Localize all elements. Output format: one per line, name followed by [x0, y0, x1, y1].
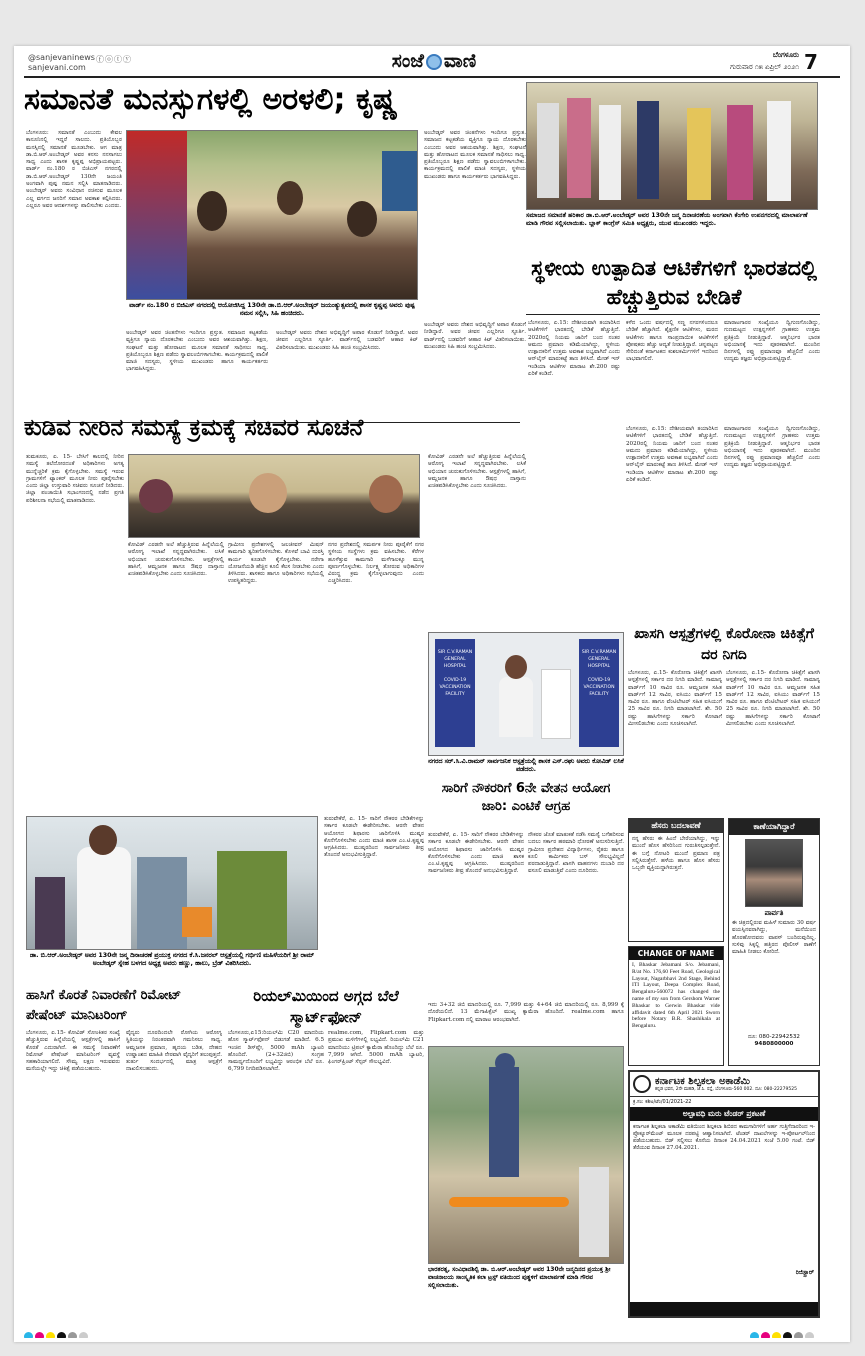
statue-photo — [428, 1046, 624, 1264]
missing-mobile: 9480800000 — [754, 1041, 794, 1047]
s5-headline: ಹಾಸಿಗೆ ಕೊರತೆ ನಿವಾರಣೆಗೆ ರಿಮೋಟ್ ಪೇಷೆಂಟ್ ಮಾನಿಟರಿಂಗ್ — [26, 988, 182, 1023]
s6-headline: ರಿಯಲ್‌ಮಿಯಿಂದ ಅಗ್ಗದ ಬೆಲೆ ಸ್ಮಾರ್ಟ್‌ಫೋನ್ — [253, 987, 399, 1026]
s6-body-c: ಇದು 3+32 ಜಿಬಿ ಮಾದರಿಯಲ್ಲಿ ರೂ. 7,999 ಮತ್ತು 4+64 ಜಿಬಿ ಮಾದರಿಯಲ್ಲಿ ರೂ. 8,999 ಕ್ಕೆ ದೊರೆಯಲಿದೆ. 13 ಮೆಗಾಪಿಕ್ಸೆಲ್ ಮುಖ್ಯ ಕ್ಯಾಮೆರಾ ಹೊಂದಿದೆ. realme.com ಹಾಗೂ Flipkart.com ನಲ್ಲಿ ಮಾರಾಟ ಆರಂಭವಾಗಿದೆ. — [428, 1002, 624, 1023]
ad-ref: ಕ್ರ.ಸಂ: ಕಶಿಅ/ಟೆಂ/01/2021-22 — [633, 1099, 692, 1105]
newspaper-page — [14, 46, 850, 1342]
s3-body-b: ಕೋವಿಡ್ ಎರಡನೇ ಅಲೆ ಹೆಚ್ಚುತ್ತಿರುವ ಹಿನ್ನೆಲೆಯಲ್ಲಿ ಆರೋಗ್ಯ ಇಲಾಖೆ ಸನ್ನದ್ಧವಾಗಿರಬೇಕು. ಲಸಿಕೆ ಅಭಿಯಾನ ಚುರುಕುಗೊಳಿಸಬೇಕು. ಆಸ್ಪತ್ರೆಗಳಲ್ಲಿ ಹಾಸಿಗೆ, ಆಮ್ಲಜನಕ ಹಾಗೂ ಔಷಧ ದಾಸ್ತಾನು ಖಚಿತಪಡಿಸಿಕೊಳ್ಳಬೇಕು ಎಂದು ಸೂಚಿಸಿದರು. — [128, 542, 224, 578]
s3-body-a: ತುಮಕೂರು, ಏ. 15- ಬೇಸಿಗೆ ಕಾಲದಲ್ಲಿ ನೀರಿನ ಸಮಸ್ಯೆ ತಲೆದೋರದಂತೆ ಅಧಿಕಾರಿಗಳು ಅಗತ್ಯ ಮುನ್ನೆಚ್ಚರಿಕೆ ಕ್ರಮ ಕೈಗೊಳ್ಳಬೇಕು. ಸಮಸ್ಯೆ ಇರುವ ಗ್ರಾಮಗಳಿಗೆ ಟ್ಯಾಂಕರ್ ಮೂಲಕ ನೀರು ಪೂರೈಸಬೇಕು ಎಂದು ಜಿಲ್ಲಾ ಉಸ್ತುವಾರಿ ಸಚಿವರು ಸೂಚನೆ ನೀಡಿದರು. ಜಿಲ್ಲಾ ಪಂಚಾಯಿತಿ ಸಭಾಂಗಣದಲ್ಲಿ ನಡೆದ ಪ್ರಗತಿ ಪರಿಶೀಲನಾ ಸಭೆಯಲ್ಲಿ ಮಾತನಾಡಿದರು. — [26, 454, 124, 504]
notice-body: ನನ್ನ ಹೆಸರು ಈ ಹಿಂದೆ ಬೇರೆಯಾಗಿದ್ದು, ಇನ್ನು ಮುಂದೆ ಹೊಸ ಹೆಸರಿನಿಂದ ಗುರುತಿಸಲ್ಪಡುತ್ತೇನೆ. ಈ ಬಗ್ಗೆ ನೋಟರಿ ಮುಂದೆ ಪ್ರಮಾಣ ಪತ್ರ ಸಲ್ಲಿಸಿರುತ್ತೇನೆ. ಹಳೆಯ ಹಾಗೂ ಹೊಸ ಹೆಸರು ಒಬ್ಬರೇ ವ್ಯಕ್ತಿಯದ್ದಾಗಿರುತ್ತದೆ. — [632, 836, 720, 872]
s5-body-a: ಬೆಂಗಳೂರು, ಏ.15- ಕೋವಿಡ್ ಸೋಂಕಿತರ ಸಂಖ್ಯೆ ಹೆಚ್ಚುತ್ತಿರುವ ಹಿನ್ನೆಲೆಯಲ್ಲಿ ಆಸ್ಪತ್ರೆಗಳಲ್ಲಿ ಹಾಸಿಗೆ ಕೊರತೆ ಎದುರಾಗಿದೆ. ಈ ಸಮಸ್ಯೆ ನಿವಾರಣೆಗೆ ರಿಮೋಟ್ ಪೇಷೆಂಟ್ ಮಾನಿಟರಿಂಗ್ ವ್ಯವಸ್ಥೆ ಸಹಕಾರಿಯಾಗಲಿದೆ. ಸೌಮ್ಯ ಲಕ್ಷಣ ಇರುವವರು ಮನೆಯಲ್ಲೇ ಇದ್ದು ಚಿಕಿತ್ಸೆ ಪಡೆಯಬಹುದು. — [26, 1030, 120, 1073]
s2-body-b: ಕಳೆದ ಒಂದು ವರ್ಷದಲ್ಲಿ ಸಣ್ಣ ನಗರಗಳಿಂದಲೂ ಬೇಡಿಕೆ ಹೆಚ್ಚಾಗಿದೆ. ಶೈಕ್ಷಣಿಕ ಆಟಿಕೆಗಳು, ಮರದ ಆಟಿಕೆಗಳು ಹಾಗೂ ಸಾಂಪ್ರದಾಯಿಕ ಆಟಿಕೆಗಳಿಗೆ ಪೋಷಕರು ಹೆಚ್ಚು ಆದ್ಯತೆ ನೀಡುತ್ತಿದ್ದಾರೆ. ಚನ್ನಪಟ್ಟಣ ಸೇರಿದಂತೆ ಕರ್ನಾಟಕದ ಕುಶಲಕರ್ಮಿಗಳಿಗೆ ಇದರಿಂದ ಲಾಭವಾಗಲಿದೆ. — [626, 320, 718, 363]
masthead-title — [364, 48, 504, 74]
vaccine-sign-left-sub: COVID-19 VACCINATION FACILITY — [439, 678, 471, 697]
top-right-photo — [526, 82, 818, 210]
masthead-city: ಬೆಂಗಳೂರು — [772, 51, 799, 59]
missing-box — [728, 818, 820, 1066]
missing-title: ಕಾಣೆಯಾಗಿದ್ದಾರೆ — [729, 819, 819, 835]
notice-box — [628, 818, 724, 942]
ad-header — [630, 1072, 818, 1097]
ad-org: ಕರ್ನಾಟಕ ಶಿಲ್ಪಕಲಾ ಅಕಾಡೆಮಿ — [655, 1075, 750, 1087]
s6-body-a: ಬೆಂಗಳೂರು,ಏ15:ರಿಯಲ್‌ಮಿ C20 ಮಾದರಿಯ ಹೊಸ ಸ್ಮಾರ್ಟ್‌ಫೋನ್ ಬಿಡುಗಡೆ ಮಾಡಿದೆ. 6.5 ಇಂಚಿನ ಡಿಸ್‌ಪ್ಲೇ, 5000 mAh ಬ್ಯಾಟರಿ ಹೊಂದಿದೆ. (2+32ಜಿಬಿ) ಸಂಗ್ರಹ ಸಾಮರ್ಥ್ಯದೊಂದಿಗೆ ಲಭ್ಯವಿದ್ದು ಆರಂಭಿಕ ಬೆಲೆ ರೂ. 6,799 ನಿಗದಿಪಡಿಸಲಾಗಿದೆ. — [228, 1030, 324, 1073]
top-right-caption: ಸಮಾಜದ ಸಮಾನತೆ ಹರಿಕಾರ ಡಾ.ಬಿ.ಆರ್.ಅಂಬೇಡ್ಕರ್ ಅವರ 130ನೇ ಜನ್ಮ ದಿನಾಚರಣೆಯ ಅಂಗವಾಗಿ ಕೆಂಗೇರಿ ಉಪನಗರದಲ್ಲಿ ಮಾಲಾರ್ಪಣೆ ಮಾಡಿ ಗೌರವ ಸಲ್ಲಿಸಲಾಯಿತು. ಬ್ಲಾಕ್ ಕಾಂಗ್ರೆಸ್ ಸಮಿತಿ ಅಧ್ಯಕ್ಷರು, ಯುವ ಮುಖಂಡರು ಇದ್ದರು. — [526, 212, 808, 227]
change-name-box — [628, 946, 724, 1066]
ad-box — [628, 1070, 820, 1318]
s1-body-a: ಬೆಂಗಳೂರು: ಸಮಾನತೆ ಎಂಬುದು ಕೇವಲ ಕಾನೂನಿನಲ್ಲಿ ಇದ್ದರೆ ಸಾಲದು. ಪ್ರತಿಯೊಬ್ಬರ ಮನಸ್ಸಿನಲ್ಲಿ ಸಮಾನತೆ ಮೂಡಬೇಕು. ಆಗ ಮಾತ್ರ ಡಾ.ಬಿ.ಆರ್.ಅಂಬೇಡ್ಕರ್ ಅವರ ಕನಸು ನನಸಾಗಲು ಸಾಧ್ಯ ಎಂದು ಶಾಸಕ ಕೃಷ್ಣಪ್ಪ ಅಭಿಪ್ರಾಯಪಟ್ಟರು. ವಾರ್ಡ್ ನಂ.180 ರ ಬಿಜಿಎಸ್ ನಗರದಲ್ಲಿ ಡಾ.ಬಿ.ಆರ್.ಅಂಬೇಡ್ಕರ್ 130ನೇ ಜಯಂತಿ ಅಂಗವಾಗಿ ಪುಷ್ಪ ನಮನ ಸಲ್ಲಿಸಿ ಮಾತನಾಡಿದರು. ಅಂಬೇಡ್ಕರ್ ಅವರು ಸಂವಿಧಾನ ರಚಿಸುವ ಮೂಲಕ ಎಲ್ಲ ವರ್ಗದ ಜನರಿಗೆ ಸಮಾನ ಅವಕಾಶ ಕಲ್ಪಿಸಿದರು. ಎಲ್ಲರೂ ಅವರ ಆದರ್ಶಗಳನ್ನು ಪಾಲಿಸಬೇಕು ಎಂದರು. — [26, 130, 122, 209]
s3-body-e: ಕೋವಿಡ್ ಎರಡನೇ ಅಲೆ ಹೆಚ್ಚುತ್ತಿರುವ ಹಿನ್ನೆಲೆಯಲ್ಲಿ ಆರೋಗ್ಯ ಇಲಾಖೆ ಸನ್ನದ್ಧವಾಗಿರಬೇಕು. ಲಸಿಕೆ ಅಭಿಯಾನ ಚುರುಕುಗೊಳಿಸಬೇಕು. ಆಸ್ಪತ್ರೆಗಳಲ್ಲಿ ಹಾಸಿಗೆ, ಆಮ್ಲಜನಕ ಹಾಗೂ ಔಷಧ ದಾಸ್ತಾನು ಖಚಿತಪಡಿಸಿಕೊಳ್ಳಬೇಕು ಎಂದು ಸೂಚಿಸಿದರು. — [428, 454, 526, 490]
beds-headline: ಖಾಸಗಿ ಆಸ್ಪತ್ರೆಗಳಲ್ಲಿ ಕೊರೋನಾ ಚಿಕಿತ್ಸೆಗೆ ದರ ನಿಗದಿ — [634, 626, 814, 663]
s4-body-b: ನೌಕರರ ಜೊತೆ ಮಾತುಕತೆ ನಡೆಸಿ ಸಮಸ್ಯೆ ಬಗೆಹರಿಸುವ ಬದಲು ಸರ್ಕಾರ ಹಠಮಾರಿ ಧೋರಣೆ ಅನುಸರಿಸುತ್ತಿದೆ. ಗ್ರಾಮೀಣ ಪ್ರದೇಶದ ವಿದ್ಯಾರ್ಥಿಗಳು, ರೈತರು ಹಾಗೂ ಕೂಲಿ ಕಾರ್ಮಿಕರು ಬಸ್ ಸೌಲಭ್ಯವಿಲ್ಲದೆ ಪರದಾಡುತ್ತಿದ್ದಾರೆ. ಖಾಸಗಿ ವಾಹನಗಳು ದುಬಾರಿ ದರ ವಸೂಲಿ ಮಾಡುತ್ತಿವೆ ಎಂದು ದೂರಿದರು. — [528, 832, 624, 875]
s2-rule — [526, 314, 820, 315]
change-name-body: I, Bhaskar Jebamani S/o. Jebamani, R/at No. 176,60 Feet Road, Geological Layout, Nagarbhavi 2nd Stage, Behind ITI Layout, Deepa Complex Road, Bengaluru-560072 has changed the name of my son from Gershom Warner Bhaskar to Gerwin Bhaskar vide affidavit dated 6th April 2021 Sworn before Notary B.R. Shashikala at Bengaluru. — [632, 962, 720, 1030]
vaccine-sign-right-sub: COVID-19 VACCINATION FACILITY — [583, 678, 615, 697]
missing-name: ಪಾರ್ವತಿ — [764, 909, 784, 917]
s2-body-c: ಮಾರಾಟಗಾರರ ಸಂಖ್ಯೆಯೂ ದ್ವಿಗುಣಗೊಂಡಿದ್ದು, ಗುಣಮಟ್ಟದ ಉತ್ಪನ್ನಗಳಿಗೆ ಗ್ರಾಹಕರು ಉತ್ತಮ ಪ್ರತಿಕ್ರಿಯೆ ನೀಡುತ್ತಿದ್ದಾರೆ. ಆತ್ಮನಿರ್ಭರ ಭಾರತ ಅಭಿಯಾನಕ್ಕೆ ಇದು ಪೂರಕವಾಗಿದೆ. ಮುಂದಿನ ದಿನಗಳಲ್ಲಿ ರಫ್ತು ಪ್ರಮಾಣವೂ ಹೆಚ್ಚಲಿದೆ ಎಂದು ಉದ್ಯಮ ತಜ್ಞರು ಅಭಿಪ್ರಾಯಪಟ್ಟಿದ್ದಾರೆ. — [724, 320, 820, 363]
beds-body-a: ಬೆಂಗಳೂರು, ಏ.15- ಕೊರೋನಾ ಚಿಕಿತ್ಸೆಗೆ ಖಾಸಗಿ ಆಸ್ಪತ್ರೆಗಳಲ್ಲಿ ಸರ್ಕಾರ ದರ ನಿಗದಿ ಮಾಡಿದೆ. ಸಾಮಾನ್ಯ ವಾರ್ಡ್‌ಗೆ 10 ಸಾವಿರ ರೂ. ಆಮ್ಲಜನಕ ಸಹಿತ ವಾರ್ಡ್‌ಗೆ 12 ಸಾವಿರ, ಐಸಿಯು ವಾರ್ಡ್‌ಗೆ 15 ಸಾವಿರ ರೂ. ಹಾಗೂ ವೆಂಟಿಲೇಟರ್ ಸಹಿತ ಐಸಿಯುಗೆ 25 ಸಾವಿರ ರೂ. ನಿಗದಿ ಮಾಡಲಾಗಿದೆ. ಶೇ. 50 ರಷ್ಟು ಹಾಸಿಗೆಗಳನ್ನು ಸರ್ಕಾರಿ ಕೋಟಾಗೆ ಮೀಸಲಿಡಬೇಕು ಎಂದು ಸೂಚಿಸಲಾಗಿದೆ. — [628, 670, 722, 728]
masthead-site[interactable]: sanjevani.com — [28, 63, 86, 72]
s3-body-c: ಗ್ರಾಮೀಣ ಪ್ರದೇಶಗಳಲ್ಲಿ ಜಲಜೀವನ್ ಮಿಷನ್ ಕಾಮಗಾರಿ ತ್ವರಿತಗೊಳಿಸಬೇಕು. ಕೊಳವೆ ಬಾವಿ ದುರಸ್ತಿ ಕಾರ್ಯ ಕೂಡಲೇ ಕೈಗೊಳ್ಳಬೇಕು. ನರೇಗಾ ಯೋಜನೆಯಡಿ ಹೆಚ್ಚಿನ ಕೂಲಿ ಕೆಲಸ ನೀಡಬೇಕು ಎಂದು ತಿಳಿಸಿದರು. ಶಾಸಕರು ಹಾಗೂ ಅಧಿಕಾರಿಗಳು ಸಭೆಯಲ್ಲಿ ಉಪಸ್ಥಿತರಿದ್ದರು. — [228, 542, 324, 585]
s4-body-c: ತುರುವೇಕೆರೆ, ಏ. 15- ಸಾರಿಗೆ ನೌಕರರ ಬೇಡಿಕೆಗಳನ್ನು ಸರ್ಕಾರ ಕೂಡಲೇ ಈಡೇರಿಸಬೇಕು. ಆರನೇ ವೇತನ ಆಯೋಗದ ಶಿಫಾರಸು ಜಾರಿಗೊಳಿಸಿ ಮುಷ್ಕರ ಕೊನೆಗೊಳಿಸಬೇಕು ಎಂದು ಮಾಜಿ ಶಾಸಕ ಎಂ.ಟಿ.ಕೃಷ್ಣಪ್ಪ ಆಗ್ರಹಿಸಿದರು. ಮುಷ್ಕರದಿಂದ ಸಾರ್ವಜನಿಕರು ತೀವ್ರ ತೊಂದರೆ ಅನುಭವಿಸುತ್ತಿದ್ದಾರೆ. — [324, 816, 424, 859]
s1-caption: ವಾರ್ಡ್ ನಂ.180 ರ ಬಿಜಿಎಸ್ ನಗರದಲ್ಲಿ ಆಯೋಜಿಸಿದ್ದ 130ನೇ ಡಾ.ಬಿ.ಆರ್.ಅಂಬೇಡ್ಕರ್ ಜಯಂತ್ಯುತ್ಸವದಲ್ಲಿ ಶಾಸಕ ಕೃಷ್ಣಪ್ಪ ಅವರು ಪುಷ್ಪ ನಮನ ಸಲ್ಲಿಸಿ, ಸಿಹಿ ಹಂಚಿದರು. — [129, 302, 415, 317]
vaccine-caption: ನಗರದ ಸರ್.ಸಿ.ವಿ.ರಾಮನ್ ಸಾರ್ವಜನಿಕ ಆಸ್ಪತ್ರೆಯಲ್ಲಿ ಶಾಸಕ ಎಸ್.ರಘು ಅವರು ಕೋವಿಡ್ ಲಸಿಕೆ ಪಡೆದರು. — [428, 758, 624, 773]
change-name-title: CHANGE OF NAME — [629, 947, 723, 960]
s3-body-d: ನಗರ ಪ್ರದೇಶದಲ್ಲಿ ಸಮರ್ಪಕ ನೀರು ಪೂರೈಕೆಗೆ ನಗರ ಸ್ಥಳೀಯ ಸಂಸ್ಥೆಗಳು ಕ್ರಮ ವಹಿಸಬೇಕು. ಕೆರೆಗಳ ಹೂಳೆತ್ತುವ ಕಾಮಗಾರಿ ಮಳೆಗಾಲಕ್ಕೂ ಮುನ್ನ ಪೂರ್ಣಗೊಳ್ಳಬೇಕು. ನಿರ್ಲಕ್ಷ್ಯ ತೋರುವ ಅಧಿಕಾರಿಗಳ ವಿರುದ್ಧ ಕ್ರಮ ಕೈಗೊಳ್ಳಲಾಗುವುದು ಎಂದು ಎಚ್ಚರಿಸಿದರು. — [328, 542, 424, 585]
s4-headline: ಸಾರಿಗೆ ನೌಕರರಿಗೆ 6ನೇ ವೇತನ ಆಯೋಗ ಜಾರಿ: ಎಂಟಿಕೆ ಆಗ್ರಹ — [441, 781, 611, 814]
s2-body-e: ಮಾರಾಟಗಾರರ ಸಂಖ್ಯೆಯೂ ದ್ವಿಗುಣಗೊಂಡಿದ್ದು, ಗುಣಮಟ್ಟದ ಉತ್ಪನ್ನಗಳಿಗೆ ಗ್ರಾಹಕರು ಉತ್ತಮ ಪ್ರತಿಕ್ರಿಯೆ ನೀಡುತ್ತಿದ್ದಾರೆ. ಆತ್ಮನಿರ್ಭರ ಭಾರತ ಅಭಿಯಾನಕ್ಕೆ ಇದು ಪೂರಕವಾಗಿದೆ. ಮುಂದಿನ ದಿನಗಳಲ್ಲಿ ರಫ್ತು ಪ್ರಮಾಣವೂ ಹೆಚ್ಚಲಿದೆ ಎಂದು ಉದ್ಯಮ ತಜ್ಞರು ಅಭಿಪ್ರಾಯಪಟ್ಟಿದ್ದಾರೆ. — [724, 426, 820, 469]
masthead-date: ಗುರುವಾರ ೧೫ ಏಪ್ರಿಲ್ ೨೦೨೧ — [730, 63, 799, 71]
s1-headline: ಸಮಾನತೆ ಮನಸ್ಸುಗಳಲ್ಲಿ ಅರಳಲಿ; ಕೃಷ್ಣ — [24, 84, 398, 117]
s6-body-b: realme.com, Flipkart.com ಮತ್ತು ಪ್ರಮುಖ ಮಳಿಗೆಗಳಲ್ಲಿ ಲಭ್ಯವಿದೆ. ರಿಯಲ್‌ಮಿ C21 ಮಾದರಿಯು ಟ್ರಿಪಲ್ ಕ್ಯಾಮೆರಾ ಹೊಂದಿದ್ದು ಬೆಲೆ ರೂ. 7,999 ಆಗಿದೆ. 5000 mAh ಬ್ಯಾಟರಿ, ಫಿಂಗರ್‌ಪ್ರಿಂಟ್ ಸೆನ್ಸರ್ ಸೌಲಭ್ಯವಿದೆ. — [328, 1030, 424, 1066]
vaccine-photo — [428, 632, 624, 756]
s2-headline: ಸ್ಥಳೀಯ ಉತ್ಪಾದಿತ ಆಟಿಕೆಗಳಿಗೆ ಭಾರತದಲ್ಲಿ ಹೆಚ್ಚುತ್ತಿರುವ ಬೇಡಿಕೆ — [531, 256, 817, 309]
s5-caption: ಡಾ. ಬಿ.ಆರ್.ಅಂಬೇಡ್ಕರ್ ಅವರ 130ನೇ ಜನ್ಮ ದಿನಾಚರಣೆ ಪ್ರಯುಕ್ತ ನಗರದ ಕೆ.ಸಿ.ಜನರಲ್ ಆಸ್ಪತ್ರೆಯಲ್ಲಿ ಗರ್ಭಿಣಿ ಮಹಿಳೆಯರಿಗೆ ಶ್ರೀ ರಾಮ್ ಅಂಬೇಡ್ಕರ್ ಸ್ನೇಹ ಬಳಗದ ಅಧ್ಯಕ್ಷ ಅವರು ಹಣ್ಣು, ಹಾಲು, ಬ್ರೆಡ್ ವಿತರಿಸಿದರು. — [29, 952, 315, 967]
s2-body-d: ಬೆಂಗಳೂರು, ಏ.15: ದೇಶೀಯವಾಗಿ ತಯಾರಿಸಿದ ಆಟಿಕೆಗಳಿಗೆ ಭಾರತದಲ್ಲಿ ಬೇಡಿಕೆ ಹೆಚ್ಚುತ್ತಿದೆ. 2020ರಲ್ಲಿ ನಿಯಮ ಜಾರಿಗೆ ಬಂದ ನಂತರ ಆಮದು ಪ್ರಮಾಣ ಕಡಿಮೆಯಾಗಿದ್ದು, ಸ್ಥಳೀಯ ಉತ್ಪಾದಕರಿಗೆ ಉತ್ತಮ ಅವಕಾಶ ಲಭ್ಯವಾಗಿದೆ ಎಂದು ಆನ್‌ಲೈನ್ ಮಾರುಕಟ್ಟೆ ತಾಣ ತಿಳಿಸಿದೆ. ಮೇಡ್ ಇನ್ ಇಂಡಿಯಾ ಆಟಿಕೆಗಳ ಮಾರಾಟ ಶೇ.200 ರಷ್ಟು ಏರಿಕೆ ಕಂಡಿದೆ. — [626, 426, 718, 484]
ad-title: ಅಲ್ಪಾವಧಿ ಮರು ಟೆಂಡರ್ ಪ್ರಕಟಣೆ — [630, 1107, 818, 1121]
ad-body: ಕರ್ನಾಟಕ ಶಿಲ್ಪಕಲಾ ಅಕಾಡೆಮಿ ವತಿಯಿಂದ ಶಿಲ್ಪಕಲಾ ಶಿಬಿರದ ಕಾಮಗಾರಿಗಳಿಗೆ ಅರ್ಹ ಗುತ್ತಿಗೆದಾರರಿಂದ ಇ-ಪ್ರೊಕ್ಯೂರ್‌ಮೆಂಟ್ ಮೂಲಕ ದರಪಟ್ಟಿ ಆಹ್ವಾನಿಸಲಾಗಿದೆ. ಟೆಂಡರ್ ದಾಖಲೆಗಳನ್ನು ಇ-ಪೋರ್ಟಲ್‌ನಿಂದ ಪಡೆಯಬಹುದು. ಬಿಡ್ ಸಲ್ಲಿಸಲು ಕೊನೆಯ ದಿನಾಂಕ 24.04.2021 ಸಂಜೆ 5.00 ಗಂಟೆ. ಬಿಡ್ ತೆರೆಯುವ ದಿನಾಂಕ 27.04.2021. — [633, 1124, 815, 1151]
masthead-title-right: ವಾಣಿ — [443, 50, 477, 72]
s4-body-a: ತುರುವೇಕೆರೆ, ಏ. 15- ಸಾರಿಗೆ ನೌಕರರ ಬೇಡಿಕೆಗಳನ್ನು ಸರ್ಕಾರ ಕೂಡಲೇ ಈಡೇರಿಸಬೇಕು. ಆರನೇ ವೇತನ ಆಯೋಗದ ಶಿಫಾರಸು ಜಾರಿಗೊಳಿಸಿ ಮುಷ್ಕರ ಕೊನೆಗೊಳಿಸಬೇಕು ಎಂದು ಮಾಜಿ ಶಾಸಕ ಎಂ.ಟಿ.ಕೃಷ್ಣಪ್ಪ ಆಗ್ರಹಿಸಿದರು. ಮುಷ್ಕರದಿಂದ ಸಾರ್ವಜನಿಕರು ತೀವ್ರ ತೊಂದರೆ ಅನುಭವಿಸುತ್ತಿದ್ದಾರೆ. — [428, 832, 524, 875]
s1-body-b: ಅಂಬೇಡ್ಕರ್ ಅವರ ಚಿಂತನೆಗಳು ಇಂದಿಗೂ ಪ್ರಸ್ತುತ. ಸಮಾಜದ ಕಟ್ಟಕಡೆಯ ವ್ಯಕ್ತಿಗೂ ನ್ಯಾಯ ದೊರಕಬೇಕು ಎಂಬುದು ಅವರ ಆಶಯವಾಗಿತ್ತು. ಶಿಕ್ಷಣ, ಸಂಘಟನೆ ಮತ್ತು ಹೋರಾಟದ ಮೂಲಕ ಸಮಾನತೆ ಸಾಧಿಸಲು ಸಾಧ್ಯ. ಪ್ರತಿಯೊಬ್ಬರೂ ಶಿಕ್ಷಣ ಪಡೆದು ಸ್ವಾವಲಂಬಿಗಳಾಗಬೇಕು. ಕಾರ್ಯಕ್ರಮದಲ್ಲಿ ಪಾಲಿಕೆ ಮಾಜಿ ಸದಸ್ಯರು, ಸ್ಥಳೀಯ ಮುಖಂಡರು ಹಾಗೂ ಕಾರ್ಯಕರ್ತರು ಭಾಗವಹಿಸಿದ್ದರು. — [126, 330, 268, 373]
missing-body: ಈ ಚಿತ್ರದಲ್ಲಿರುವ ಮಹಿಳೆ ಸುಮಾರು 30 ವರ್ಷ ವಯಸ್ಸಿನವರಾಗಿದ್ದು, ಮನೆಯಿಂದ ಹೊರಹೋದವರು ವಾಪಸ್ ಬಂದಿರುವುದಿಲ್ಲ. ಸುಳಿವು ಸಿಕ್ಕಲ್ಲಿ ಹತ್ತಿರದ ಪೊಲೀಸ್ ಠಾಣೆಗೆ ಮಾಹಿತಿ ನೀಡಲು ಕೋರಿದೆ. — [732, 920, 816, 956]
s3-headline: ಕುಡಿವ ನೀರಿನ ಸಮಸ್ಯೆ ಕ್ರಮಕ್ಕೆ ಸಚಿವರ ಸೂಚನೆ — [24, 416, 364, 441]
page-number: 7 — [804, 50, 818, 74]
vaccine-sign-left-title: SIR C.V.RAMAN GENERAL HOSPITAL — [437, 650, 473, 669]
s1-body-d: ಅಂಬೇಡ್ಕರ್ ಅವರ ಚಿಂತನೆಗಳು ಇಂದಿಗೂ ಪ್ರಸ್ತುತ. ಸಮಾಜದ ಕಟ್ಟಕಡೆಯ ವ್ಯಕ್ತಿಗೂ ನ್ಯಾಯ ದೊರಕಬೇಕು ಎಂಬುದು ಅವರ ಆಶಯವಾಗಿತ್ತು. ಶಿಕ್ಷಣ, ಸಂಘಟನೆ ಮತ್ತು ಹೋರಾಟದ ಮೂಲಕ ಸಮಾನತೆ ಸಾಧಿಸಲು ಸಾಧ್ಯ. ಪ್ರತಿಯೊಬ್ಬರೂ ಶಿಕ್ಷಣ ಪಡೆದು ಸ್ವಾವಲಂಬಿಗಳಾಗಬೇಕು. ಕಾರ್ಯಕ್ರಮದಲ್ಲಿ ಪಾಲಿಕೆ ಮಾಜಿ ಸದಸ್ಯರು, ಸ್ಥಳೀಯ ಮುಖಂಡರು ಹಾಗೂ ಕಾರ್ಯಕರ್ತರು ಭಾಗವಹಿಸಿದ್ದರು. — [424, 130, 526, 180]
statue-caption: ಭಾರತರತ್ನ, ಸಂವಿಧಾನಶಿಲ್ಪಿ ಡಾ. ಬಿ.ಆರ್.ಅಂಬೇಡ್ಕರ್ ಅವರ 130ನೇ ಜನ್ಮದಿನದ ಪ್ರಯುಕ್ತ ಶ್ರೀ ವಾಚನಾಲಯ ಸಾಂಸ್ಕೃತಿಕ ಕಲಾ ಟ್ರಸ್ಟ್ ವತಿಯಿಂದ ಪುತ್ಥಳಿಗೆ ಮಾಲಾರ್ಪಣೆ ಮಾಡಿ ಗೌರವ ಸಲ್ಲಿಸಲಾಯಿತು. — [428, 1266, 611, 1289]
color-marks-left — [24, 1326, 114, 1338]
s5-body-b: ವೈದ್ಯರು ದೂರದಿಂದಲೇ ರೋಗಿಯ ಆರೋಗ್ಯ ಸ್ಥಿತಿಯನ್ನು ನಿರಂತರವಾಗಿ ಗಮನಿಸಲು ಸಾಧ್ಯ. ಆಮ್ಲಜನಕ ಪ್ರಮಾಣ, ಹೃದಯ ಬಡಿತ, ದೇಹದ ಉಷ್ಣಾಂಶದ ಮಾಹಿತಿ ನೇರವಾಗಿ ವೈದ್ಯರಿಗೆ ತಲುಪುತ್ತದೆ. ತುರ್ತು ಸಂದರ್ಭದಲ್ಲಿ ಮಾತ್ರ ಆಸ್ಪತ್ರೆಗೆ ದಾಖಲಿಸಬಹುದು. — [126, 1030, 222, 1073]
social-icons[interactable]: ⓕⓞⓣⓨ — [96, 55, 132, 64]
masthead-rule — [24, 76, 840, 78]
missing-phone: ದೂ: 080-22942532 — [747, 1034, 800, 1040]
color-marks-right — [750, 1326, 840, 1338]
s2-body-a: ಬೆಂಗಳೂರು, ಏ.15: ದೇಶೀಯವಾಗಿ ತಯಾರಿಸಿದ ಆಟಿಕೆಗಳಿಗೆ ಭಾರತದಲ್ಲಿ ಬೇಡಿಕೆ ಹೆಚ್ಚುತ್ತಿದೆ. 2020ರಲ್ಲಿ ನಿಯಮ ಜಾರಿಗೆ ಬಂದ ನಂತರ ಆಮದು ಪ್ರಮಾಣ ಕಡಿಮೆಯಾಗಿದ್ದು, ಸ್ಥಳೀಯ ಉತ್ಪಾದಕರಿಗೆ ಉತ್ತಮ ಅವಕಾಶ ಲಭ್ಯವಾಗಿದೆ ಎಂದು ಆನ್‌ಲೈನ್ ಮಾರುಕಟ್ಟೆ ತಾಣ ತಿಳಿಸಿದೆ. ಮೇಡ್ ಇನ್ ಇಂಡಿಯಾ ಆಟಿಕೆಗಳ ಮಾರಾಟ ಶೇ.200 ರಷ್ಟು ಏರಿಕೆ ಕಂಡಿದೆ. — [528, 320, 620, 378]
s5-photo — [26, 816, 318, 950]
vaccine-sign-right-title: SIR C.V.RAMAN GENERAL HOSPITAL — [581, 650, 617, 669]
globe-icon — [426, 54, 442, 70]
ad-footer: ರಿಜಿಸ್ಟ್ರಾರ್ — [795, 1269, 814, 1276]
notice-title: ಹೆಸರು ಬದಲಾವಣೆ — [629, 819, 723, 833]
s3-photo — [128, 454, 420, 538]
ad-addr: ಕನ್ನಡ ಭವನ, 2ನೇ ಮಹಡಿ, ಜೆ.ಸಿ. ರಸ್ತೆ, ಬೆಂಗಳೂರು-560 002. ದೂ: 080-22279525 — [655, 1086, 797, 1092]
s1-body-e: ಅಂಬೇಡ್ಕರ್ ಅವರು ದೇಶದ ಅಭಿವೃದ್ಧಿಗೆ ಅಪಾರ ಕೊಡುಗೆ ನೀಡಿದ್ದಾರೆ. ಅವರ ಜೀವನ ಎಲ್ಲರಿಗೂ ಸ್ಫೂರ್ತಿ. ವಾರ್ಡ್‌ನಲ್ಲಿ ಬಡವರಿಗೆ ಆಹಾರ ಕಿಟ್ ವಿತರಿಸಲಾಯಿತು. ಮುಖಂಡರು ಸಿಹಿ ಹಂಚಿ ಸಂಭ್ರಮಿಸಿದರು. — [424, 322, 526, 350]
s1-body-c: ಅಂಬೇಡ್ಕರ್ ಅವರು ದೇಶದ ಅಭಿವೃದ್ಧಿಗೆ ಅಪಾರ ಕೊಡುಗೆ ನೀಡಿದ್ದಾರೆ. ಅವರ ಜೀವನ ಎಲ್ಲರಿಗೂ ಸ್ಫೂರ್ತಿ. ವಾರ್ಡ್‌ನಲ್ಲಿ ಬಡವರಿಗೆ ಆಹಾರ ಕಿಟ್ ವಿತರಿಸಲಾಯಿತು. ಮುಖಂಡರು ಸಿಹಿ ಹಂಚಿ ಸಂಭ್ರಮಿಸಿದರು. — [276, 330, 418, 351]
beds-body-b: ಬೆಂಗಳೂರು, ಏ.15- ಕೊರೋನಾ ಚಿಕಿತ್ಸೆಗೆ ಖಾಸಗಿ ಆಸ್ಪತ್ರೆಗಳಲ್ಲಿ ಸರ್ಕಾರ ದರ ನಿಗದಿ ಮಾಡಿದೆ. ಸಾಮಾನ್ಯ ವಾರ್ಡ್‌ಗೆ 10 ಸಾವಿರ ರೂ. ಆಮ್ಲಜನಕ ಸಹಿತ ವಾರ್ಡ್‌ಗೆ 12 ಸಾವಿರ, ಐಸಿಯು ವಾರ್ಡ್‌ಗೆ 15 ಸಾವಿರ ರೂ. ಹಾಗೂ ವೆಂಟಿಲೇಟರ್ ಸಹಿತ ಐಸಿಯುಗೆ 25 ಸಾವಿರ ರೂ. ನಿಗದಿ ಮಾಡಲಾಗಿದೆ. ಶೇ. 50 ರಷ್ಟು ಹಾಸಿಗೆಗಳನ್ನು ಸರ್ಕಾರಿ ಕೋಟಾಗೆ ಮೀಸಲಿಡಬೇಕು ಎಂದು ಸೂಚಿಸಲಾಗಿದೆ. — [726, 670, 820, 728]
academy-logo-icon — [633, 1075, 651, 1093]
vaccine-sign-right — [579, 639, 619, 747]
masthead-handle[interactable]: @sanjevaninews — [28, 53, 95, 62]
masthead-title-left: ಸಂಜೆ — [391, 50, 424, 72]
vaccine-sign-left — [435, 639, 475, 747]
missing-photo — [745, 839, 803, 907]
ad-icons-bar — [630, 1302, 818, 1316]
s1-photo — [126, 130, 418, 300]
